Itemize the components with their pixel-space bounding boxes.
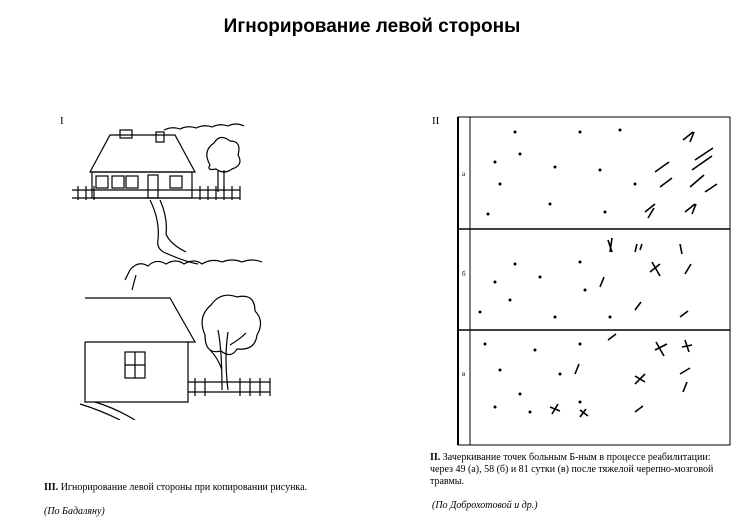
caption-number: II. <box>430 452 441 463</box>
copied-house-drawing <box>80 260 270 420</box>
page-title: Игнорирование левой стороны <box>223 16 521 37</box>
figure-left-label: I <box>60 115 64 127</box>
cancellation-test-frame <box>458 117 730 445</box>
figure-right-caption <box>430 452 730 488</box>
caption-text: Зачеркивание точек больным Б-ным в процессе реабилитации: через 49 (а), 58 (б) и 81 сутки (в) после тяжелой черепно-мозговой травмы. <box>430 452 714 487</box>
figure-right-label: II <box>432 115 440 127</box>
row-label-b: б <box>462 270 466 278</box>
original-house-drawing <box>72 124 244 264</box>
caption-number: III. <box>44 482 59 493</box>
figure-right-source: (По Доброхотовой и др.) <box>432 500 538 511</box>
figure-left-caption <box>44 482 394 494</box>
row-label-a: а <box>462 170 466 178</box>
figure-left-source: (По Бадаляну) <box>44 506 105 517</box>
cancellation-test-figure <box>440 112 740 452</box>
house-copy-drawing <box>40 120 370 420</box>
row-label-c: в <box>462 370 466 378</box>
caption-text: Игнорирование левой стороны при копировании рисунка. <box>58 482 308 493</box>
